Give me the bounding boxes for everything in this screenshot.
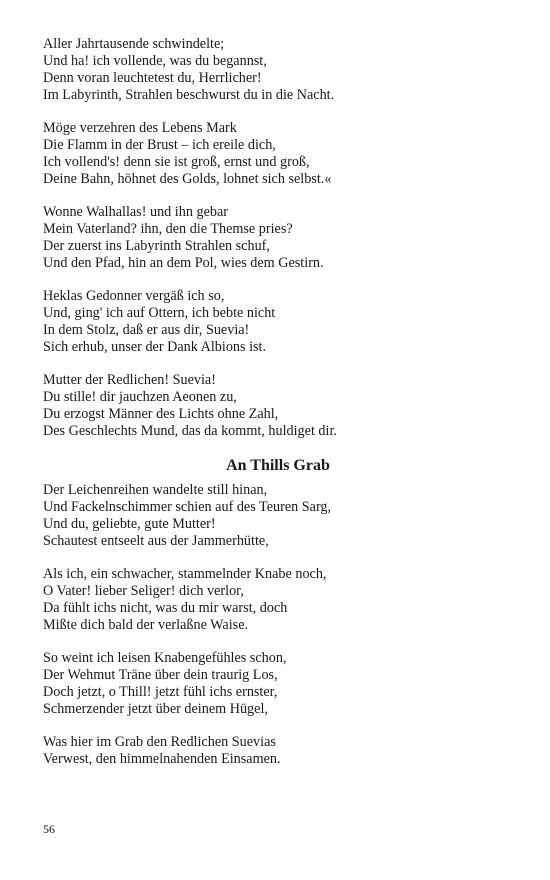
verse-line: Der Leichenreihen wandelte still hinan, (43, 482, 268, 498)
verse-line: Mißte dich bald der verlaßne Waise. (43, 617, 249, 633)
verse-line: Und Fackelnschimmer schien auf des Teuren Sarg, (43, 499, 332, 515)
verse-line: Heklas Gedonner vergäß ich so, (43, 288, 225, 304)
verse-line: Sich erhub, unser der Dank Albions ist. (43, 339, 267, 355)
verse-line: Der zuerst ins Labyrinth Strahlen schuf, (43, 238, 270, 254)
verse-line: Der Wehmut Träne über dein traurig Los, (43, 667, 278, 683)
verse-line: Was hier im Grab den Redlichen Suevias (43, 734, 276, 750)
verse-line: Denn voran leuchtetest du, Herrlicher! (43, 70, 262, 86)
stanza (43, 734, 513, 768)
verse-line: Ich vollend's! denn sie ist groß, ernst und groß, (43, 154, 310, 170)
stanza (43, 288, 513, 356)
stanza (43, 36, 513, 104)
poem-an-thills-grab (43, 482, 513, 768)
verse-line: Verwest, den himmelnahenden Einsamen. (43, 751, 281, 767)
poem-title: An Thills Grab (226, 457, 330, 474)
verse-line: Schmerzender jetzt über deinem Hügel, (43, 701, 268, 717)
verse-line: Mutter der Redlichen! Suevia! (43, 372, 216, 388)
verse-line: Aller Jahrtausende schwindelte; (43, 36, 225, 52)
verse-line: Wonne Walhallas! und ihn gebar (43, 204, 228, 220)
verse-line: So weint ich leisen Knabengefühles schon, (43, 650, 287, 666)
verse-line: Als ich, ein schwacher, stammelnder Knabe noch, (43, 566, 327, 582)
verse-line: Du erzogst Männer des Lichts ohne Zahl, (43, 406, 279, 422)
verse-line: In dem Stolz, daß er aus dir, Suevia! (43, 322, 250, 338)
verse-line: Möge verzehren des Lebens Mark (43, 120, 237, 136)
stanza (43, 120, 513, 188)
stanza (43, 482, 513, 550)
verse-line: Und ha! ich vollende, was du begannst, (43, 53, 267, 69)
verse-line: Du stille! dir jauchzen Aeonen zu, (43, 389, 237, 405)
verse-line: Und den Pfad, hin an dem Pol, wies dem Gestirn. (43, 255, 324, 271)
stanza (43, 566, 513, 634)
verse-line: Die Flamm in der Brust – ich ereile dich, (43, 137, 276, 153)
verse-line: Des Geschlechts Mund, das da kommt, huldiget dir. (43, 423, 337, 439)
verse-line: Deine Bahn, höhnet des Golds, lohnet sich selbst.« (43, 171, 332, 187)
verse-line: Und, ging' ich auf Ottern, ich bebte nicht (43, 305, 276, 321)
verse-line: Da fühlt ichs nicht, was du mir warst, doch (43, 600, 288, 616)
verse-line: Und du, geliebte, gute Mutter! (43, 516, 216, 532)
verse-line: O Vater! lieber Seliger! dich verlor, (43, 583, 244, 599)
verse-line: Mein Vaterland? ihn, den die Themse pries? (43, 221, 293, 237)
verse-line: Doch jetzt, o Thill! jetzt fühl ichs ernster, (43, 684, 278, 700)
verse-line: Im Labyrinth, Strahlen beschwurst du in die Nacht. (43, 87, 335, 103)
poem-continuation (43, 36, 513, 440)
verse-line: Schautest entseelt aus der Jammerhütte, (43, 533, 269, 549)
page-number: 56 (43, 822, 55, 836)
stanza (43, 204, 513, 272)
page-body (43, 36, 513, 784)
stanza (43, 650, 513, 718)
stanza (43, 372, 513, 440)
